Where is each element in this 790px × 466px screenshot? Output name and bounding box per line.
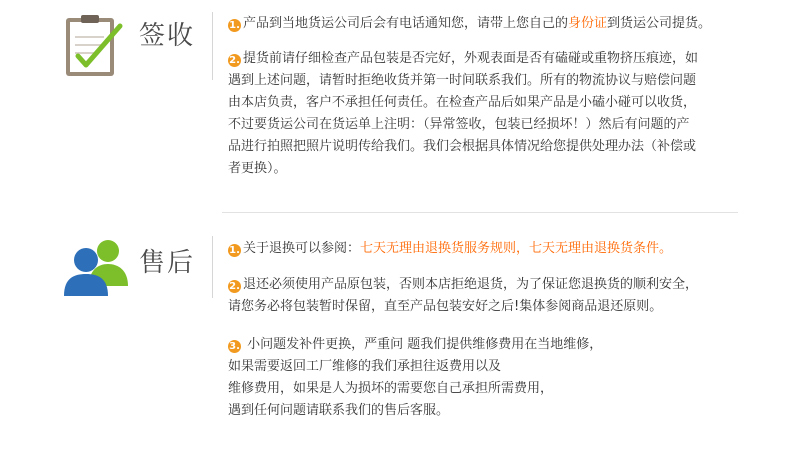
sign-item-1-text-end: 到货运公司提货。 [607, 16, 712, 31]
paragraph-line: 遇到任何问题请联系我们的售后客服。 [228, 403, 450, 418]
paragraph-line: 者更换）。 [228, 161, 287, 176]
after-sales-item-3 [228, 334, 743, 422]
return-rules-link[interactable]: 七天无理由退换货服务规则，七天无理由退换货条件。 [360, 241, 673, 256]
horizontal-divider [222, 212, 738, 213]
section-divider [212, 236, 213, 298]
sign-section-title: 签收 [139, 21, 196, 51]
paragraph-line: 请您务必将包装暂时保留，直至产品包装安好之后!集体参阅商品退还原则。 [228, 299, 663, 314]
paragraph-line: 3. 小问题发补件更换，严重问 题我们提供维修费用在当地维修， [229, 337, 603, 352]
number-badge: 1. [229, 20, 240, 31]
after-sales-item-1 [228, 238, 743, 260]
paragraph-line: 维修费用，如果是人为损坏的需要您自己承担所需费用， [228, 381, 554, 396]
paragraph-line: 品进行拍照把照片说明传给我们。我们会根据具体情况给您提供处理办法（补偿或 [228, 139, 697, 154]
id-card-highlight: 身份证 [568, 16, 608, 31]
section-divider [212, 12, 213, 80]
number-badge: 3. [229, 341, 240, 352]
users-icon [58, 236, 134, 302]
after-sales-item-1-text: 关于退换可以参阅： [243, 241, 361, 256]
number-badge: 1. [229, 245, 240, 256]
after-sales-section-title: 售后 [139, 248, 196, 278]
paragraph-line: 如果需要返回工厂维修的我们承担往返费用以及 [228, 359, 502, 374]
number-badge: 2. [229, 55, 240, 66]
after-sales-item-2 [228, 274, 743, 318]
paragraph-line: 2. 退还必须使用产品原包装，否则本店拒绝退货，为了保证您退换货的顺利安全， [229, 277, 699, 292]
clipboard-check-icon [60, 12, 126, 84]
sign-item-1-text: 产品到当地货运公司后会有电话通知您，请带上您自己的 [243, 16, 569, 31]
number-badge: 2. [229, 281, 240, 292]
paragraph-line: 遇到上述问题，请暂时拒绝收货并第一时间联系我们。所有的物流协议与赔偿问题 [228, 73, 697, 88]
paragraph-line: 由本店负责，客户不承担任何责任。在检查产品后如果产品是小磕小碰可以收货， [228, 95, 697, 110]
sign-item-1 [228, 13, 743, 35]
paragraph-line: 不过要货运公司在货运单上注明：（异常签收，包装已经损坏！）然后有问题的产 [228, 117, 690, 132]
paragraph-line: 2. 提货前请仔细检查产品包装是否完好，外观表面是否有磕碰或重物挤压痕迹，如 [229, 51, 699, 66]
sign-item-2 [228, 48, 743, 180]
